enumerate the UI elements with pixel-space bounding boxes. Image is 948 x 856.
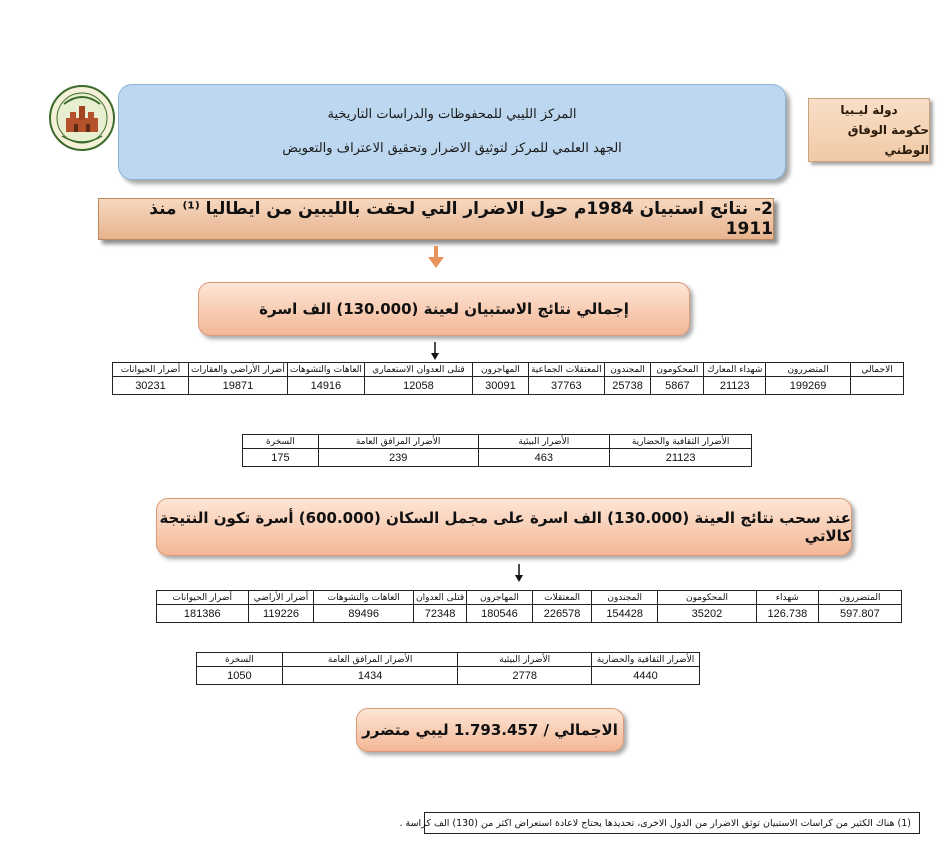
total-label: الاجمالي / 1.793.457 ليبي متضرر — [362, 721, 618, 739]
table-header-cell: الأضرار البيئية — [458, 653, 592, 667]
table-cell: 14916 — [287, 377, 364, 395]
table-cell: 4440 — [592, 667, 700, 685]
table-header-cell: أضرار الأراضي والعقارات — [188, 363, 287, 377]
table-cell: 239 — [318, 449, 478, 467]
table-header-cell: المجندون — [592, 591, 658, 605]
table-header-cell: المتضررون — [818, 591, 901, 605]
center-name: المركز الليبي للمحفوظات والدراسات التاريخية — [327, 107, 577, 122]
total-box — [356, 708, 624, 752]
table-header-cell: الاجمالي — [851, 363, 904, 377]
table-header-cell: المعتقلات الجماعية — [528, 363, 604, 377]
table-header-row — [113, 363, 904, 377]
table-cell: 89496 — [314, 605, 414, 623]
table-header-cell: قتلى العدوان — [414, 591, 467, 605]
results-title: 2- نتائج استبيان 1984م حول الاضرار التي لحقت بالليبين من ايطاليا ⁽¹⁾ منذ 1911 — [149, 199, 773, 239]
table-header-cell: العاهات والتشوهات — [287, 363, 364, 377]
table-header-cell: الأضرار الثقافية والحضارية — [592, 653, 700, 667]
table-header-cell: السخرة — [197, 653, 283, 667]
table-header-cell: العاهات والتشوهات — [314, 591, 414, 605]
table-header-cell: أضرار الحيوانات — [113, 363, 189, 377]
table-header-cell: السخرة — [243, 435, 319, 449]
table-row — [113, 377, 904, 395]
table-cell: 154428 — [592, 605, 658, 623]
table-header-row — [157, 591, 902, 605]
sample-summary-label: إجمالي نتائج الاستبيان لعينة (130.000) الف اسرة — [259, 300, 629, 318]
table-cell: 35202 — [657, 605, 756, 623]
table-cell: 180546 — [467, 605, 533, 623]
table-header-cell: المهاجرون — [473, 363, 529, 377]
table-header-row — [197, 653, 700, 667]
table-header-cell: المجندون — [604, 363, 651, 377]
table-cell: 19871 — [188, 377, 287, 395]
footnote — [399, 812, 920, 834]
down-arrow-icon — [428, 246, 444, 268]
sample-other-damages-table — [242, 434, 752, 467]
table-cell: 12058 — [364, 377, 472, 395]
table-row — [243, 449, 752, 467]
table-header-cell: الأضرار المرافق العامة — [318, 435, 478, 449]
center-emblem-icon — [48, 84, 116, 152]
table-cell: 30091 — [473, 377, 529, 395]
results-title-bar — [98, 198, 774, 240]
sample-results-table — [112, 362, 904, 395]
population-projection-box — [156, 498, 852, 556]
table-cell: 126.738 — [757, 605, 819, 623]
table-header-cell: المحكومون — [651, 363, 704, 377]
table-header-cell: أضرار الحيوانات — [157, 591, 249, 605]
government-box — [808, 98, 930, 162]
table-header-cell: قتلى العدوان الاستعماري — [364, 363, 472, 377]
table-header-cell: المهاجرون — [467, 591, 533, 605]
table-header-cell: الأضرار البيئية — [478, 435, 610, 449]
table-cell: 181386 — [157, 605, 249, 623]
table-cell: 37763 — [528, 377, 604, 395]
table-cell: 463 — [478, 449, 610, 467]
table-header-cell: الأضرار المرافق العامة — [282, 653, 458, 667]
table-cell: 1434 — [282, 667, 458, 685]
table-cell: 72348 — [414, 605, 467, 623]
center-header-box — [118, 84, 786, 180]
table-cell: 597.807 — [818, 605, 901, 623]
table-header-row — [243, 435, 752, 449]
table-row — [197, 667, 700, 685]
table-header-cell: المعتقلات — [532, 591, 592, 605]
table-header-cell: شهداء — [757, 591, 819, 605]
sample-summary-box — [198, 282, 690, 336]
government-name: دولة ليـبيا — [840, 103, 898, 117]
table-cell: 175 — [243, 449, 319, 467]
table-header-cell: الأضرار الثقافية والحضارية — [610, 435, 752, 449]
table-row — [157, 605, 902, 623]
projection-results-table — [156, 590, 902, 623]
table-cell: 30231 — [113, 377, 189, 395]
table-header-cell: شهداء المعارك — [704, 363, 766, 377]
table-cell: 21123 — [704, 377, 766, 395]
table-cell: 2778 — [458, 667, 592, 685]
down-arrow-icon — [430, 342, 440, 360]
table-cell: 1050 — [197, 667, 283, 685]
table-cell: 5867 — [651, 377, 704, 395]
government-subtitle: حكومة الوفاق الوطني — [847, 123, 929, 157]
table-header-cell: المتضررون — [766, 363, 851, 377]
table-cell: 25738 — [604, 377, 651, 395]
table-cell: 226578 — [532, 605, 592, 623]
table-header-cell: أضرار الأراضي — [248, 591, 314, 605]
table-cell: 21123 — [610, 449, 752, 467]
table-cell: 199269 — [766, 377, 851, 395]
center-mission: الجهد العلمي للمركز لتوثيق الاضرار وتحقيق الاعتراف والتعويض — [282, 141, 622, 156]
projection-other-damages-table — [196, 652, 700, 685]
table-cell: 119226 — [248, 605, 314, 623]
table-header-cell: المحكومون — [657, 591, 756, 605]
population-projection-label: عند سحب نتائج العينة (130.000) الف اسرة على مجمل السكان (600.000) أسرة تكون النتيجة كالاتي — [159, 509, 851, 545]
table-cell — [851, 377, 904, 395]
down-arrow-icon — [514, 564, 524, 582]
footnote-text: (1) هناك الكثير من كراسات الاستبيان توثق الاضرار من الدول الاخرى، تحديدها يحتاج لاعادة استعراض اكثر من (130) الف كراسة . — [399, 817, 911, 829]
